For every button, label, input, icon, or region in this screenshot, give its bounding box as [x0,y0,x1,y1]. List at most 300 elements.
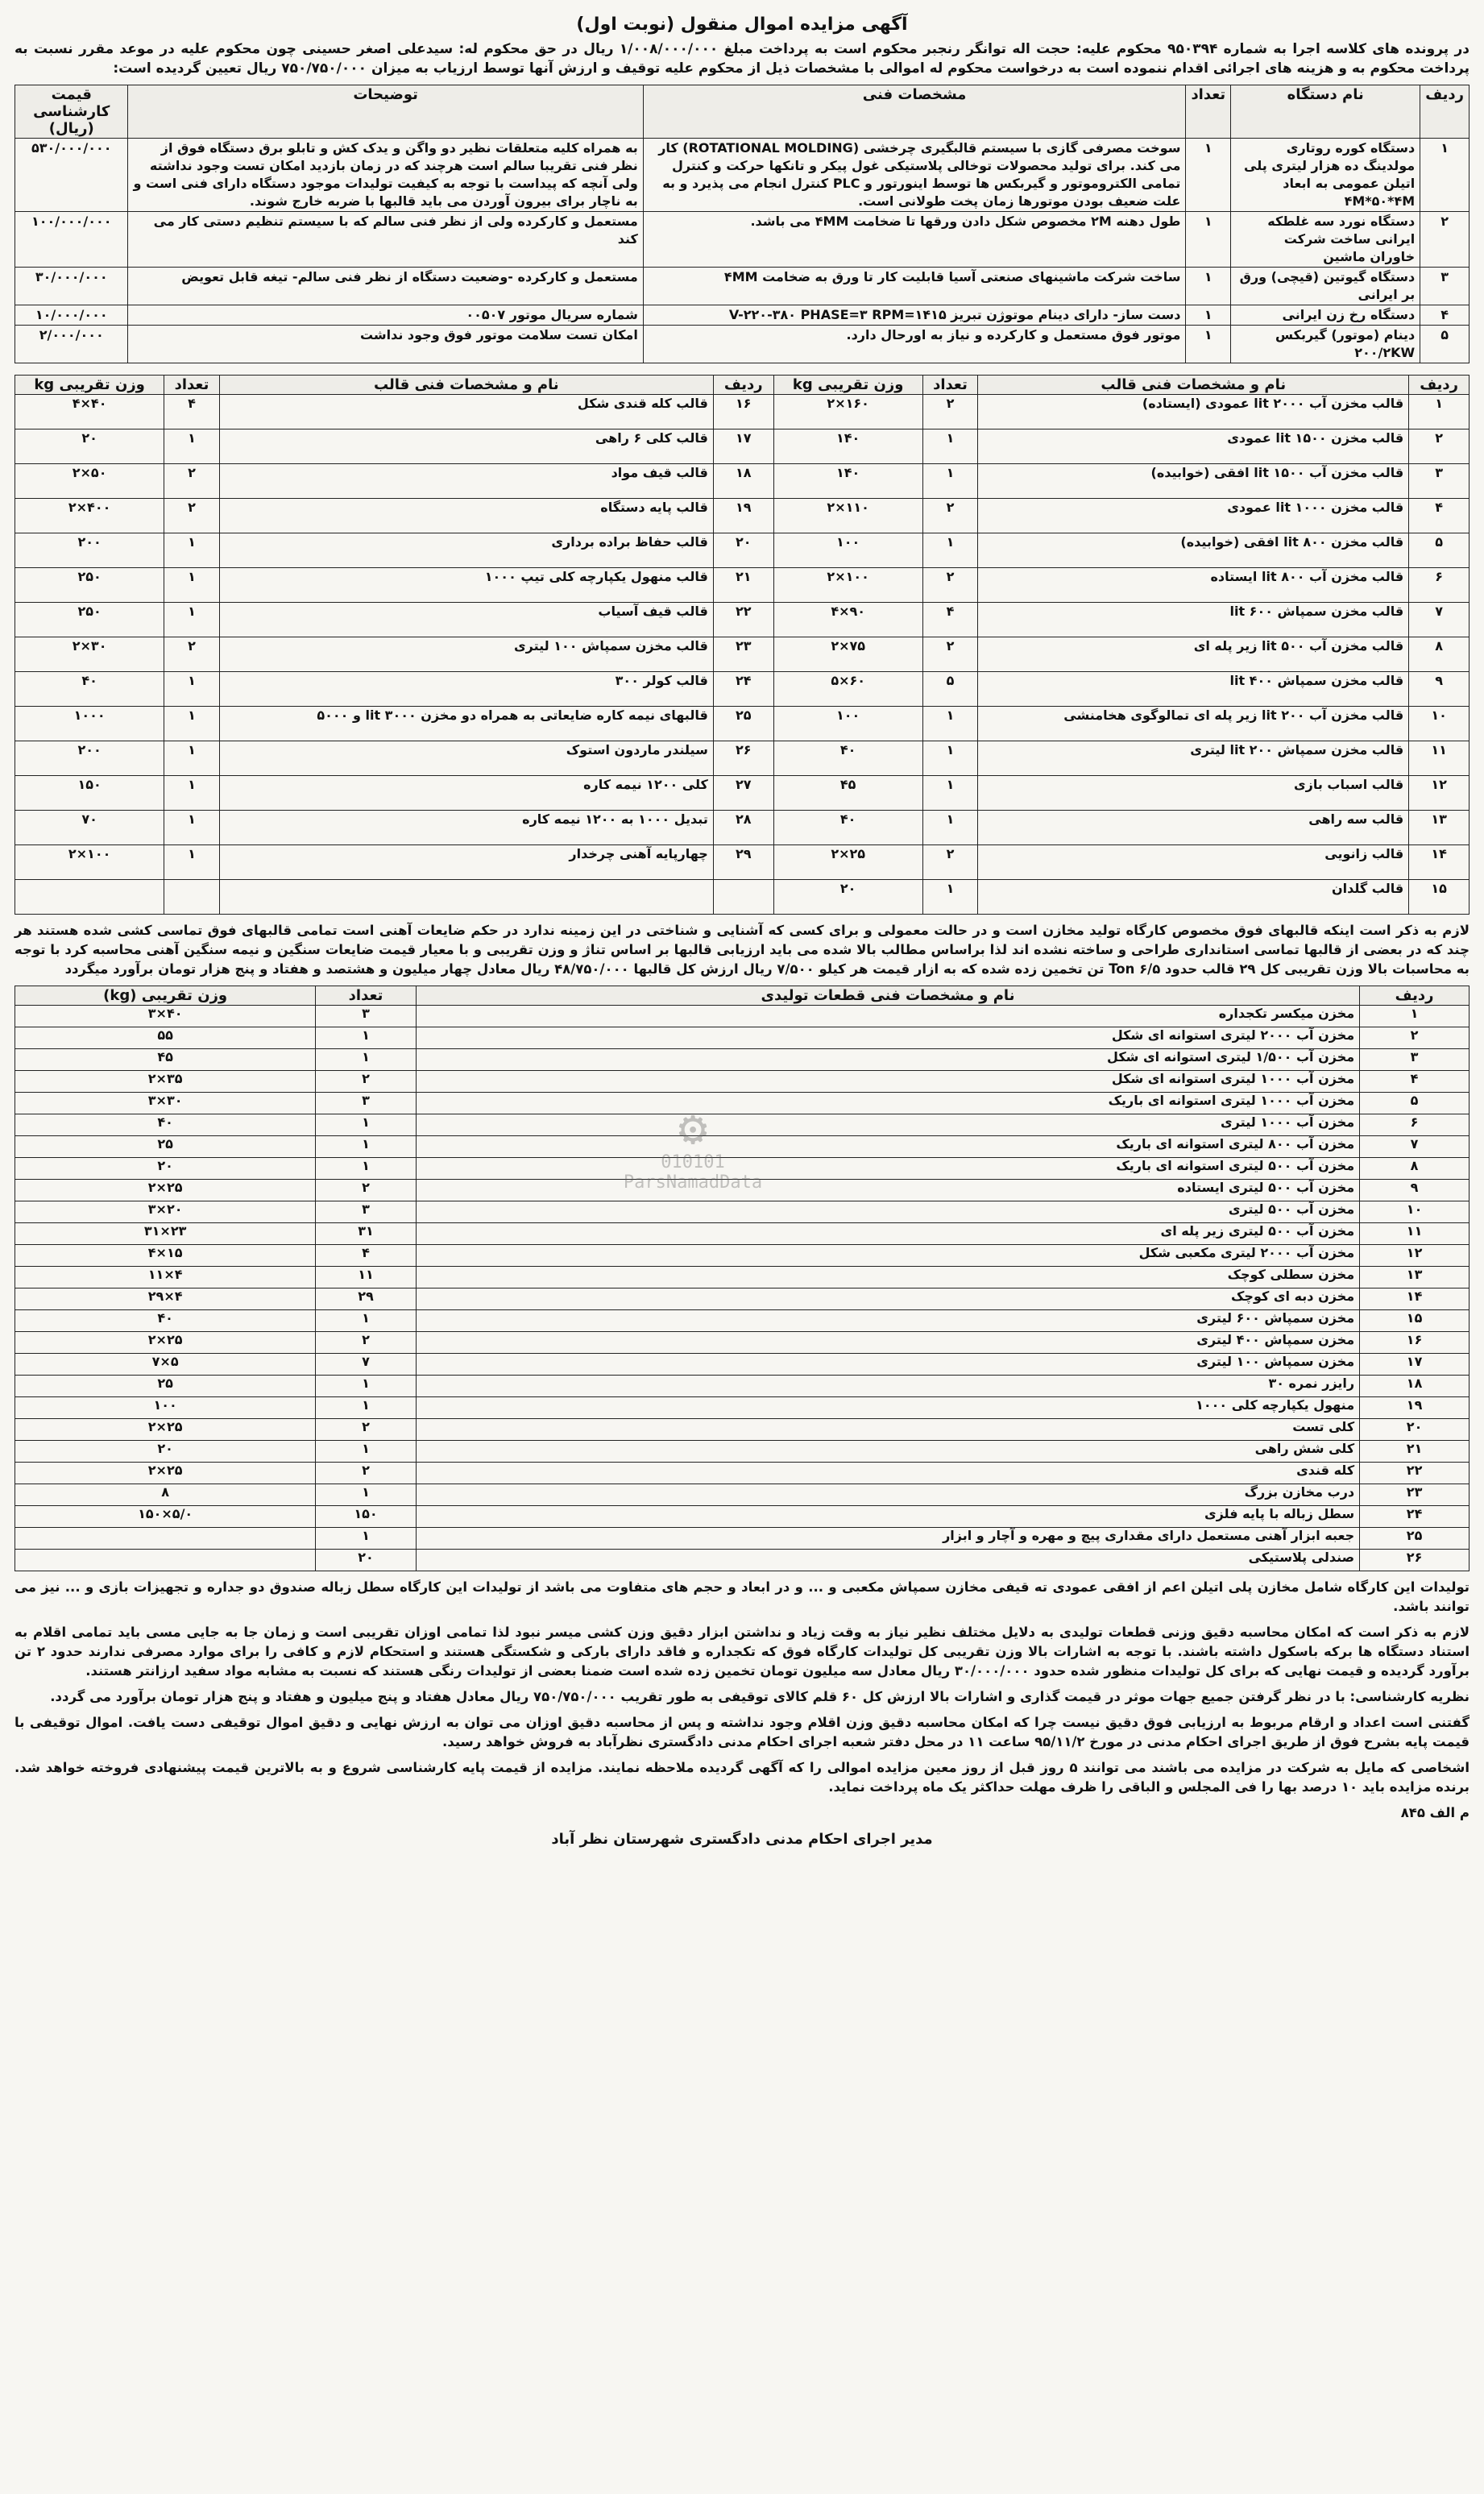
approx-weight: ۴×۱۵ [15,1245,316,1267]
column-header: ردیف [1420,85,1469,139]
table-row [15,1397,1469,1419]
table-row [15,707,1469,741]
product-name: مخزن آب ۵۰۰ لیتری استوانه ای باریک [416,1158,1359,1180]
approx-weight: ۴×۹۰ [773,603,922,637]
mold-name: قالب مخزن ۱۵۰۰ lit عمودی [978,429,1409,464]
machines-table [15,85,1469,363]
device-name: دستگاه نورد سه غلطکه ایرانی ساخت شرکت خاوران ماشین [1231,212,1420,268]
approx-weight: ۱۴۰ [773,429,922,464]
table-row [15,1049,1469,1071]
intro-paragraph: در پرونده های کلاسه اجرا به شماره ۹۵۰۳۹۴ محکوم علیه: حجت اله توانگر رنجبر محکوم است به پرداخت مبلغ ۱/۰۰۸/۰۰۰/۰۰۰ ریال در حق محکوم له: سیدعلی اصغر حسینی چون محکوم علیه در موعد مقرر نسبت به پرداخت محکوم به و هزینه های اجرائی اقدام ننموده است به درخواست محکوم له اموالی با مشخصات ذیل از محکوم علیه توقیف و ارزش آنها توسط ارزیاب به میزان ۷۵۰/۷۵۰/۰۰۰ ریال تعیین گردیده است: [15,41,1469,77]
quantity: ۱ [164,429,220,464]
quantity [164,880,220,915]
approx-weight: ۲×۳۰ [15,637,164,672]
quantity: ۱ [1186,305,1231,326]
row-number: ۱۶ [713,395,773,429]
mold-name: قالب قیف آسیاب [219,603,713,637]
quantity: ۴ [922,603,978,637]
quantity: ۲ [922,568,978,603]
technical-spec: سوخت مصرفی گازی با سیستم قالبگیری چرخشی (ROTATIONAL MOLDING) کار می کند. برای تولید محصولات توخالی پلاستیکی غول پیکر و تانکها حرکت و کنترل تمامی الکتروموتور و گیربکس ها توسط اینورتور و PLC کنترل انجام می پذیرد و به علت ضعیف بودن موتورها زمان پخت طولانی است. [643,139,1186,212]
technical-spec: دست ساز- دارای دینام موتوژن تبریز V-۲۲۰-۳۸۰ PHASE=۳ RPM=۱۴۱۵ [643,305,1186,326]
column-header: نام و مشخصات فنی قالب [219,376,713,395]
quantity: ۱ [164,603,220,637]
row-number: ۱۸ [1360,1376,1469,1397]
quantity: ۱ [922,429,978,464]
quantity: ۱ [1186,212,1231,268]
row-number: ۸ [1360,1158,1469,1180]
quantity: ۵ [922,672,978,707]
quantity: ۱۵۰ [316,1506,417,1528]
approx-weight: ۴۰ [15,1114,316,1136]
mold-name: کلی ۱۲۰۰ نیمه کاره [219,776,713,811]
product-name: مخزن آب ۵۰۰ لیتری ایستاده [416,1180,1359,1201]
column-header: تعداد [1186,85,1231,139]
approx-weight: ۳×۲۰ [15,1201,316,1223]
appraised-price: ۲/۰۰۰/۰۰۰ [15,326,128,363]
approx-weight: ۱۵۰ [15,776,164,811]
row-number: ۴ [1409,499,1469,533]
row-number: ۲۳ [1360,1484,1469,1506]
mold-name: قالب اسباب بازی [978,776,1409,811]
product-name: مخزن آب ۲۰۰۰ لیتری استوانه ای شکل [416,1027,1359,1049]
product-name: مخزن سطلی کوچک [416,1267,1359,1288]
approx-weight: ۴۰ [15,1310,316,1332]
quantity: ۷ [316,1354,417,1376]
table-row [15,326,1469,363]
approx-weight [15,880,164,915]
row-number: ۲ [1409,429,1469,464]
watermark-brand: ParsNamadData [623,1172,763,1193]
quantity: ۲ [922,637,978,672]
mold-name: قالب قیف مواد [219,464,713,499]
approx-weight [15,1528,316,1550]
quantity: ۲ [164,464,220,499]
approx-weight: ۲×۱۰۰ [773,568,922,603]
watermark-logo [612,1100,773,1297]
row-number: ۹ [1360,1180,1469,1201]
row-number: ۱۹ [1360,1397,1469,1419]
quantity: ۳ [316,1006,417,1027]
row-number: ۸ [1409,637,1469,672]
row-number: ۲ [1360,1027,1469,1049]
product-name: صندلی پلاستیکی [416,1550,1359,1571]
mold-name: قالبهای نیمه کاره ضایعاتی به همراه دو مخزن lit ۳۰۰۰ و ۵۰۰۰ [219,707,713,741]
mold-name: قالب مخزن آب ۸۰۰ lit ایستاده [978,568,1409,603]
table-row [15,1354,1469,1376]
approx-weight: ۲×۲۵ [15,1180,316,1201]
table-row [15,1484,1469,1506]
quantity: ۱ [922,707,978,741]
mold-name: قالب مخزن آب ۲۰۰ lit زیر پله ای تمالوگوی هخامنشی [978,707,1409,741]
product-name: مخزن دبه ای کوچک [416,1288,1359,1310]
mold-name: قالب پایه دستگاه [219,499,713,533]
mold-name: قالب کله قندی شکل [219,395,713,429]
row-number: ۱۴ [1409,845,1469,880]
row-number: ۶ [1360,1114,1469,1136]
quantity: ۱ [316,1528,417,1550]
quantity: ۱ [922,776,978,811]
quantity: ۱ [316,1049,417,1071]
row-number: ۱۱ [1360,1223,1469,1245]
quantity: ۲۹ [316,1288,417,1310]
row-number: ۲۳ [713,637,773,672]
column-header: وزن تقریبی (kg) [15,986,316,1006]
mold-name: قالب کولر ۳۰۰ [219,672,713,707]
approx-weight: ۷×۵ [15,1354,316,1376]
row-number: ۱۰ [1409,707,1469,741]
row-number: ۱۱ [1409,741,1469,776]
approx-weight: ۲×۲۵ [15,1463,316,1484]
approx-weight: ۲×۵۰ [15,464,164,499]
table-row [15,672,1469,707]
table-row [15,533,1469,568]
table-row [15,568,1469,603]
description: امکان تست سلامت موتور فوق وجود نداشت [128,326,643,363]
approx-weight: ۲۰۰ [15,533,164,568]
column-header: نام دستگاه [1231,85,1420,139]
product-name: مخزن میکسر تکجداره [416,1006,1359,1027]
approx-weight: ۲۰ [15,429,164,464]
quantity: ۲ [316,1071,417,1093]
table-row [15,395,1469,429]
approx-weight: ۱۵۰×۵/۰ [15,1506,316,1528]
approx-weight: ۲×۴۰۰ [15,499,164,533]
quantity: ۱ [316,1136,417,1158]
product-name: مخزن آب ۵۰۰ لیتری زیر پله ای [416,1223,1359,1245]
table-row [15,1376,1469,1397]
row-number: ۲۷ [713,776,773,811]
device-name: دستگاه کوره روتاری مولدینگ ده هزار لیتری پلی اتیلن عمومی به ابعاد ۴M*۵۰*۴M [1231,139,1420,212]
product-name: مخزن آب ۱۰۰۰ لیتری استوانه ای شکل [416,1071,1359,1093]
body-paragraph: اشخاصی که مایل به شرکت در مزایده می باشند می توانند ۵ روز قبل از روز معین مزایده اموالی را که آگهی گردیده ملاحظه نمایند. مزایده از قیمت پایه کارشناسی شروع و به بالاترین قیمت پیشنهادی فروخته خواهد شد. برنده مزایده باید ۱۰ درصد بها را فی المجلس و الباقی را ظرف مهلت حداکثر یک ماه پرداخت نماید. [15,1760,1469,1795]
quantity: ۲ [164,637,220,672]
column-header: ردیف [1360,986,1469,1006]
quantity: ۱ [922,464,978,499]
approx-weight: ۴۰ [15,672,164,707]
approx-weight [15,1550,316,1571]
approx-weight: ۲۵ [15,1376,316,1397]
approx-weight: ۷۰ [15,811,164,845]
column-header: مشخصات فنی [643,85,1186,139]
mold-name: قالب مخزن سمپاش ۱۰۰ لیتری [219,637,713,672]
row-number: ۲۰ [1360,1419,1469,1441]
mold-name: چهارپایه آهنی چرخدار [219,845,713,880]
product-name: منهول یکپارچه کلی ۱۰۰۰ [416,1397,1359,1419]
row-number: ۲۲ [713,603,773,637]
product-name: مخزن آب ۲۰۰۰ لیتری مکعبی شکل [416,1245,1359,1267]
quantity: ۱ [316,1441,417,1463]
approx-weight: ۲×۱۶۰ [773,395,922,429]
molds-table-header [15,376,1469,395]
quantity: ۴ [164,395,220,429]
quantity: ۳ [316,1201,417,1223]
mold-name: قالب مخزن آب ۵۰۰ lit زیر پله ای [978,637,1409,672]
notice-title: آگهی مزایده اموال منقول (نوبت اول) [576,15,908,35]
table-row [15,1332,1469,1354]
product-name: جعبه ابزار آهنی مستعمل دارای مقداری پیچ و مهره و آچار و ابزار [416,1528,1359,1550]
quantity: ۳ [316,1093,417,1114]
body-paragraph: م الف ۸۴۵ [1400,1805,1469,1820]
column-header: نام و مشخصات فنی قطعات تولیدی [416,986,1359,1006]
technical-spec: موتور فوق مستعمل و کارکرده و نیاز به اورحال دارد. [643,326,1186,363]
product-name: مخزن آب ۱۰۰۰ لیتری استوانه ای باریک [416,1093,1359,1114]
row-number: ۲۴ [1360,1506,1469,1528]
mold-name: قالب حفاظ براده برداری [219,533,713,568]
approx-weight: ۲۰ [15,1441,316,1463]
quantity: ۱ [164,533,220,568]
row-number: ۱۲ [1409,776,1469,811]
body-paragraph: نظریه کارشناسی: با در نظر گرفتن جمیع جهات موثر در قیمت گذاری و اشارات بالا ارزش کل ۶۰ قلم کالای توقیفی به طور تقریب ۷۵۰/۷۵۰/۰۰۰ ریال معادل هفتاد و پنج میلیون و هفتاد و پنج هزار تومان برآورد می گردد. [50,1689,1469,1704]
table-row [15,1310,1469,1332]
quantity: ۱ [164,672,220,707]
product-name: مخزن سمپاش ۱۰۰ لیتری [416,1354,1359,1376]
table-row [15,845,1469,880]
row-number: ۷ [1409,603,1469,637]
quantity: ۱ [316,1397,417,1419]
row-number: ۱۰ [1360,1201,1469,1223]
row-number: ۳ [1360,1049,1469,1071]
row-number: ۲۱ [1360,1441,1469,1463]
product-name: درب مخازن بزرگ [416,1484,1359,1506]
column-header: نام و مشخصات فنی قالب [978,376,1409,395]
device-name: دستگاه گیوتین (قیچی) ورق بر ایرانی [1231,268,1420,305]
molds-table [15,375,1469,915]
mold-name: قالب مخزن سمپاش ۲۰۰ lit لیتری [978,741,1409,776]
approx-weight: ۲۵۰ [15,603,164,637]
column-header: قیمت کارشناسی (ریال) [15,85,128,139]
quantity: ۲ [316,1180,417,1201]
quantity: ۱۱ [316,1267,417,1288]
approx-weight: ۴۵ [15,1049,316,1071]
product-name: کله قندی [416,1463,1359,1484]
quantity: ۱ [922,811,978,845]
row-number: ۱۸ [713,464,773,499]
product-name: کلی تست [416,1419,1359,1441]
table-row [15,305,1469,326]
approx-weight: ۲×۱۰۰ [15,845,164,880]
mold-name: قالب سه راهی [978,811,1409,845]
row-number: ۱۴ [1360,1288,1469,1310]
table-row [15,1027,1469,1049]
device-name: دینام (موتور) گیربکس ۲۰۰/۲KW [1231,326,1420,363]
approx-weight: ۴۵ [773,776,922,811]
product-name: رایزر نمره ۳۰ [416,1376,1359,1397]
appraised-price: ۵۳۰/۰۰۰/۰۰۰ [15,139,128,212]
row-number: ۳ [1420,268,1469,305]
approx-weight: ۲×۲۵ [15,1332,316,1354]
mold-name: قالب مخزن ۸۰۰ lit افقی (خوابیده) [978,533,1409,568]
technical-spec: ساخت شرکت ماشینهای صنعتی آسیا قابلیت کار تا ورق به ضخامت ۴MM [643,268,1186,305]
row-number: ۱۵ [1409,880,1469,915]
row-number: ۱۷ [713,429,773,464]
column-header: توضیحات [128,85,643,139]
product-name: کلی شش راهی [416,1441,1359,1463]
mold-name: قالب مخزن آب ۲۰۰۰ lit عمودی (ایستاده) [978,395,1409,429]
quantity: ۱ [316,1484,417,1506]
row-number: ۳ [1409,464,1469,499]
machines-table-header [15,85,1469,139]
mold-name: قالب گلدان [978,880,1409,915]
mold-name: قالب مخزن سمپاش ۶۰۰ lit [978,603,1409,637]
quantity: ۲۰ [316,1550,417,1571]
table-row [15,1528,1469,1550]
table-row [15,603,1469,637]
approx-weight: ۵×۶۰ [773,672,922,707]
row-number: ۱ [1360,1006,1469,1027]
quantity: ۱ [1186,139,1231,212]
row-number: ۹ [1409,672,1469,707]
quantity: ۱ [316,1310,417,1332]
quantity: ۱ [922,533,978,568]
table-row [15,429,1469,464]
approx-weight: ۳×۴۰ [15,1006,316,1027]
column-header: وزن تقریبی kg [773,376,922,395]
column-header: تعداد [316,986,417,1006]
signature: مدیر اجرای احکام مدنی دادگستری شهرستان نظر آباد [551,1831,933,1848]
approx-weight: ۱۴۰ [773,464,922,499]
row-number: ۲۸ [713,811,773,845]
row-number: ۱ [1409,395,1469,429]
table-row [15,741,1469,776]
mold-name: تبدیل ۱۰۰۰ به ۱۲۰۰ نیمه کاره [219,811,713,845]
approx-weight: ۴×۴۰ [15,395,164,429]
products-table-header [15,986,1469,1006]
table-row [15,1506,1469,1528]
table-row [15,776,1469,811]
row-number: ۱۷ [1360,1354,1469,1376]
quantity: ۲ [316,1463,417,1484]
row-number: ۱۳ [1409,811,1469,845]
quantity: ۱ [164,741,220,776]
approx-weight: ۲×۲۵ [773,845,922,880]
quantity: ۱ [1186,268,1231,305]
approx-weight: ۲×۲۵ [15,1419,316,1441]
row-number: ۴ [1420,305,1469,326]
table-row [15,1550,1469,1571]
approx-weight: ۳×۳۰ [15,1093,316,1114]
approx-weight: ۲۵ [15,1136,316,1158]
quantity: ۱ [164,845,220,880]
quantity: ۱ [164,568,220,603]
mold-name: قالب کلی ۶ راهی [219,429,713,464]
mold-name: قالب مخزن ۱۰۰۰ lit عمودی [978,499,1409,533]
description: به همراه کلیه متعلقات نظیر دو واگن و یدک کش و تابلو برق دستگاه فوق از نظر فنی تقریبا سالم است هرچند که در زمان بازدید امکان تست وجود نداشته ولی آنچه که پیداست با توجه به کیفیت تولیدات موجود دستگاه دارای فنی است و به ناچار برای بیرون آوردن می باید قالبها با ضربه خارج شوند. [128,139,643,212]
product-name: مخزن آب ۸۰۰ لیتری استوانه ای باریک [416,1136,1359,1158]
table-row [15,1463,1469,1484]
row-number: ۱۶ [1360,1332,1469,1354]
description: شماره سریال موتور ۰۰۵۰۷ [128,305,643,326]
quantity: ۳۱ [316,1223,417,1245]
table-row [15,1441,1469,1463]
approx-weight: ۲۵۰ [15,568,164,603]
column-header: تعداد [922,376,978,395]
row-number: ۱ [1420,139,1469,212]
row-number: ۲۵ [713,707,773,741]
column-header: وزن تقریبی kg [15,376,164,395]
row-number: ۲۰ [713,533,773,568]
product-name: مخزن سمپاش ۴۰۰ لیتری [416,1332,1359,1354]
table-row [15,1071,1469,1093]
mold-name: قالب منهول یکپارچه کلی تیپ ۱۰۰۰ [219,568,713,603]
approx-weight: ۱۰۰ [773,533,922,568]
technical-spec: طول دهنه ۲M مخصوص شکل دادن ورقها تا ضخامت ۴MM می باشد. [643,212,1186,268]
approx-weight: ۳۱×۲۳ [15,1223,316,1245]
body-paragraph: لازم به ذکر است که امکان محاسبه دقیق وزنی قطعات تولیدی به دلایل مختلف نظیر نیاز به وقت زیاد و نداشتن ابزار دقیق وزن کشی میسر نبود لذا تمامی اوزان تقریبی است و زمان جا به جایی مسی باید تمامی اقلام به استناد دستگاه ها برکه باسکول داشته باشند. با توجه به اشارات بالا وزن تقریبی کل تولیدات کارگاه فوق که تکجداره و فاقد دارای بارکی و شکستگی هستند و استحکام لازم و کافی را برای موارد مصرفی ندارند حدود ۲ تن برآورد گردیده و قیمت نهایی که برای کل تولیدات منظور شده حدود ۳۰/۰۰۰/۰۰۰ ریال معادل سه میلیون تومان تخمین زده شده است ضمنا بعضی از تولیدات رنگی هستند که نسبت به مشابه مواد سفید ارزانتر هستند. [15,1625,1469,1679]
approx-weight: ۱۰۰ [773,707,922,741]
row-number: ۲۶ [713,741,773,776]
appraised-price: ۱۰۰/۰۰۰/۰۰۰ [15,212,128,268]
description: مستعمل و کارکرده -وضعیت دستگاه از نظر فنی سالم- تیغه قابل تعویض [128,268,643,305]
approx-weight: ۲۰ [773,880,922,915]
row-number: ۵ [1420,326,1469,363]
row-number: ۲ [1420,212,1469,268]
row-number: ۱۵ [1360,1310,1469,1332]
quantity: ۲ [316,1332,417,1354]
quantity: ۱ [316,1114,417,1136]
quantity: ۲ [316,1419,417,1441]
approx-weight: ۱۰۰۰ [15,707,164,741]
quantity: ۱ [164,811,220,845]
quantity: ۱ [1186,326,1231,363]
product-name: مخزن آب ۱/۵۰۰ لیتری استوانه ای شکل [416,1049,1359,1071]
table-row [15,811,1469,845]
approx-weight: ۴۰ [773,741,922,776]
approx-weight: ۲۰ [15,1158,316,1180]
description: مستعمل و کارکرده ولی از نظر فنی سالم که با سیستم تنظیم دستی کار می کند [128,212,643,268]
table-row [15,268,1469,305]
quantity: ۱ [316,1158,417,1180]
row-number: ۲۲ [1360,1463,1469,1484]
table-row [15,139,1469,212]
quantity: ۱ [316,1376,417,1397]
device-name: دستگاه رخ زن ایرانی [1231,305,1420,326]
table-row [15,880,1469,915]
body-paragraph: تولیدات این کارگاه شامل مخازن پلی اتیلن اعم از افقی عمودی ته قیفی مخازن سمپاش مکعبی و ... و در ابعاد و حجم های متفاوت می باشد از تولیدات این کارگاه سطل زباله صندوق دو جداره و تجهیزات بازی و ... نیز می توانند باشد. [15,1579,1469,1614]
row-number: ۷ [1360,1136,1469,1158]
quantity: ۲ [922,395,978,429]
row-number: ۲۹ [713,845,773,880]
molds-note: لازم به ذکر است اینکه قالبهای فوق مخصوص کارگاه تولید مخازن است و در حالت معمولی و برای کسی که آشنایی و شناختی در این زمینه ندارد در حکم ضایعات آهنی است تمامی قالبهای فوق تماسی کشی شده هستند هر چند که در بعضی از قالبها تماسی استانداری طراحی و ساخته نشده اند لذا براساس مطالب بالا شده می باید ارزیابی قالبها بر اساس تناژ و وزن تقریبی و با معیار قیمت ضایعات سنگین و نیمه سنگین آهنی محاسبه کرد با توجه به محاسبات بالا وزن تقریبی کل ۲۹ قالب حدود ۶/۵ Ton تن تخمین زده شده که به ازار قیمت هر کیلو ۷/۵۰۰ ریال ارزش کل قالبها ۴۸/۷۵۰/۰۰۰ ریال معادل چهار میلیون و هشتصد و هفتاد و پنج هزار تومان برآورد میگردد [15,923,1469,977]
approx-weight: ۲×۷۵ [773,637,922,672]
mold-name: قالب مخزن آب ۱۵۰۰ lit افقی (خوابیده) [978,464,1409,499]
approx-weight: ۴۰ [773,811,922,845]
approx-weight: ۵۵ [15,1027,316,1049]
table-row [15,212,1469,268]
quantity: ۱ [164,707,220,741]
approx-weight: ۱۰۰ [15,1397,316,1419]
row-number [713,880,773,915]
table-row [15,1006,1469,1027]
product-name: سطل زباله با پایه فلزی [416,1506,1359,1528]
row-number: ۵ [1360,1093,1469,1114]
quantity: ۲ [922,845,978,880]
column-header: تعداد [164,376,220,395]
appraised-price: ۱۰/۰۰۰/۰۰۰ [15,305,128,326]
row-number: ۲۶ [1360,1550,1469,1571]
quantity: ۱ [922,880,978,915]
row-number: ۲۴ [713,672,773,707]
product-name: مخزن سمپاش ۶۰۰ لیتری [416,1310,1359,1332]
approx-weight: ۸ [15,1484,316,1506]
quantity: ۱ [922,741,978,776]
row-number: ۱۹ [713,499,773,533]
seal-icon: ⚙ [678,1100,708,1156]
column-header: ردیف [713,376,773,395]
row-number: ۲۱ [713,568,773,603]
table-row [15,637,1469,672]
column-header: ردیف [1409,376,1469,395]
body-paragraph: گفتنی است اعداد و ارقام مربوط به ارزیابی فوق دقیق نیست چرا که امکان محاسبه دقیق وزن اقلام وجود نداشته و پس از محاسبه دقیق اوزان می توان به ارزش نهایی و دقیق اموال توقیفی دست یافت. اموال توقیفی با قیمت پایه بشرح فوق از طریق اجرای احکام مدنی در مورخ ۹۵/۱۱/۲ ساعت ۱۱ در محل دفتر شعبه اجرای احکام مدنی دادگستری نظرآباد به فروش خواهد رسید. [15,1715,1469,1749]
